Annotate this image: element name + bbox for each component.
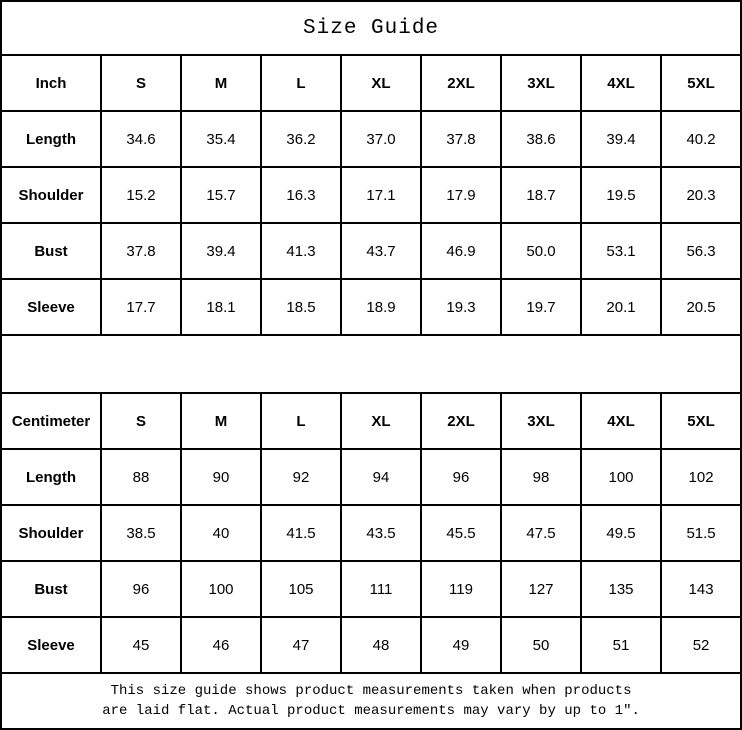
measurement-value-cell: 41.5	[261, 505, 341, 561]
measurement-value-cell: 52	[661, 617, 741, 673]
table-row	[1, 449, 741, 505]
measurement-value-cell: 43.7	[341, 223, 421, 279]
measurement-value-cell: 40.2	[661, 111, 741, 167]
size-column-header: 3XL	[501, 55, 581, 111]
table-row	[1, 279, 741, 335]
size-column-header: M	[181, 393, 261, 449]
measurement-value-cell: 41.3	[261, 223, 341, 279]
measurement-row-label: Sleeve	[1, 279, 101, 335]
size-column-header: 5XL	[661, 393, 741, 449]
measurement-value-cell: 34.6	[101, 111, 181, 167]
measurement-value-cell: 35.4	[181, 111, 261, 167]
measurement-value-cell: 37.8	[101, 223, 181, 279]
footnote-row	[1, 673, 741, 729]
measurement-value-cell: 40	[181, 505, 261, 561]
size-column-header: L	[261, 55, 341, 111]
measurement-value-cell: 45	[101, 617, 181, 673]
measurement-value-cell: 143	[661, 561, 741, 617]
size-column-header: 4XL	[581, 55, 661, 111]
measurement-row-label: Shoulder	[1, 167, 101, 223]
measurement-value-cell: 96	[101, 561, 181, 617]
measurement-value-cell: 20.5	[661, 279, 741, 335]
measurement-value-cell: 56.3	[661, 223, 741, 279]
measurement-value-cell: 51.5	[661, 505, 741, 561]
table-row	[1, 167, 741, 223]
measurement-value-cell: 50.0	[501, 223, 581, 279]
measurement-value-cell: 15.7	[181, 167, 261, 223]
measurement-value-cell: 92	[261, 449, 341, 505]
measurement-value-cell: 105	[261, 561, 341, 617]
size-column-header: XL	[341, 393, 421, 449]
measurement-value-cell: 36.2	[261, 111, 341, 167]
size-column-header: XL	[341, 55, 421, 111]
measurement-value-cell: 49	[421, 617, 501, 673]
measurement-value-cell: 48	[341, 617, 421, 673]
size-column-header: S	[101, 55, 181, 111]
measurement-value-cell: 38.5	[101, 505, 181, 561]
measurement-value-cell: 90	[181, 449, 261, 505]
measurement-row-label: Length	[1, 111, 101, 167]
centimeter-unit-header: Centimeter	[1, 393, 101, 449]
measurement-value-cell: 96	[421, 449, 501, 505]
spacer-cell	[1, 335, 741, 393]
measurement-value-cell: 39.4	[181, 223, 261, 279]
measurement-value-cell: 18.5	[261, 279, 341, 335]
table-row	[1, 617, 741, 673]
size-column-header: 2XL	[421, 55, 501, 111]
inch-unit-header: Inch	[1, 55, 101, 111]
measurement-value-cell: 47	[261, 617, 341, 673]
size-column-header: S	[101, 393, 181, 449]
measurement-value-cell: 18.1	[181, 279, 261, 335]
measurement-value-cell: 19.3	[421, 279, 501, 335]
measurement-value-cell: 37.8	[421, 111, 501, 167]
measurement-value-cell: 19.7	[501, 279, 581, 335]
measurement-value-cell: 18.9	[341, 279, 421, 335]
measurement-row-label: Bust	[1, 561, 101, 617]
measurement-value-cell: 19.5	[581, 167, 661, 223]
size-guide-footnote	[1, 673, 741, 729]
size-column-header: 2XL	[421, 393, 501, 449]
inch-header-row	[1, 55, 741, 111]
measurement-value-cell: 88	[101, 449, 181, 505]
measurement-value-cell: 94	[341, 449, 421, 505]
table-row	[1, 505, 741, 561]
measurement-value-cell: 50	[501, 617, 581, 673]
measurement-value-cell: 38.6	[501, 111, 581, 167]
measurement-value-cell: 100	[581, 449, 661, 505]
footnote-line-2: are laid flat. Actual product measurements may vary by up to 1″.	[102, 703, 640, 719]
measurement-value-cell: 100	[181, 561, 261, 617]
measurement-value-cell: 49.5	[581, 505, 661, 561]
measurement-value-cell: 53.1	[581, 223, 661, 279]
measurement-value-cell: 17.9	[421, 167, 501, 223]
measurement-value-cell: 46.9	[421, 223, 501, 279]
measurement-value-cell: 37.0	[341, 111, 421, 167]
measurement-value-cell: 17.7	[101, 279, 181, 335]
table-row	[1, 111, 741, 167]
centimeter-header-row	[1, 393, 741, 449]
measurement-value-cell: 20.3	[661, 167, 741, 223]
measurement-value-cell: 39.4	[581, 111, 661, 167]
measurement-value-cell: 98	[501, 449, 581, 505]
table-row	[1, 223, 741, 279]
measurement-value-cell: 47.5	[501, 505, 581, 561]
measurement-value-cell: 15.2	[101, 167, 181, 223]
measurement-value-cell: 16.3	[261, 167, 341, 223]
measurement-value-cell: 45.5	[421, 505, 501, 561]
size-column-header: 3XL	[501, 393, 581, 449]
measurement-value-cell: 46	[181, 617, 261, 673]
size-guide-title: Size Guide	[1, 1, 741, 55]
measurement-value-cell: 51	[581, 617, 661, 673]
size-column-header: M	[181, 55, 261, 111]
size-column-header: 5XL	[661, 55, 741, 111]
measurement-value-cell: 119	[421, 561, 501, 617]
measurement-value-cell: 18.7	[501, 167, 581, 223]
measurement-value-cell: 20.1	[581, 279, 661, 335]
measurement-row-label: Bust	[1, 223, 101, 279]
measurement-row-label: Sleeve	[1, 617, 101, 673]
measurement-value-cell: 111	[341, 561, 421, 617]
table-row	[1, 561, 741, 617]
table-spacer-row	[1, 335, 741, 393]
footnote-line-1: This size guide shows product measurements taken when products	[110, 682, 632, 699]
measurement-value-cell: 17.1	[341, 167, 421, 223]
measurement-row-label: Length	[1, 449, 101, 505]
measurement-row-label: Shoulder	[1, 505, 101, 561]
measurement-value-cell: 102	[661, 449, 741, 505]
size-column-header: L	[261, 393, 341, 449]
measurement-value-cell: 127	[501, 561, 581, 617]
measurement-value-cell: 135	[581, 561, 661, 617]
measurement-value-cell: 43.5	[341, 505, 421, 561]
size-column-header: 4XL	[581, 393, 661, 449]
